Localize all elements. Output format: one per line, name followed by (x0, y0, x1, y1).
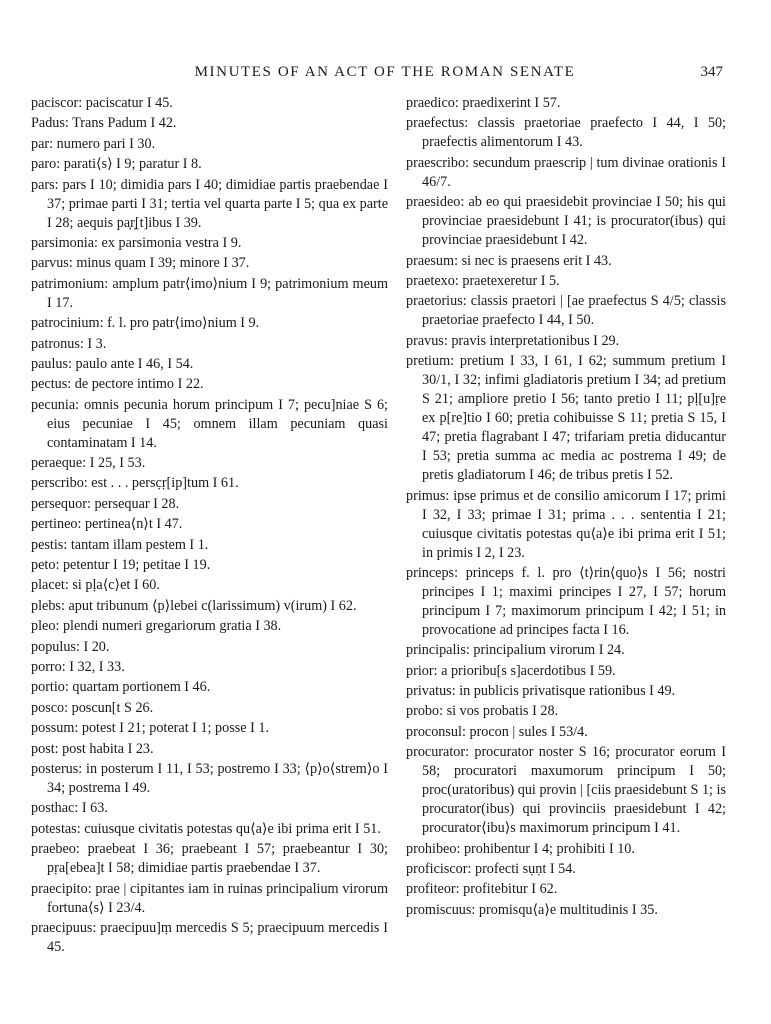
headword-separator: : (450, 353, 460, 370)
index-references: I 32, I 33. (69, 658, 125, 675)
index-references: paulo ante I 46, I 54. (75, 355, 194, 372)
index-headword: peraeque (31, 455, 83, 472)
index-references: prohibentur I 4; prohibiti I 10. (463, 840, 635, 857)
index-references: post habita I 23. (62, 740, 154, 757)
index-headword: patrimonium (31, 275, 105, 292)
headword-separator: : (78, 95, 86, 111)
headword-separator: : (67, 376, 75, 393)
index-entry (31, 658, 388, 677)
index-references: minus quam I 39; minore I 37. (76, 255, 250, 272)
index-headword: praecipito (31, 880, 88, 897)
index-references: praecipuu]ṃ mercedis S 5; praecipuum mercedis I 45. (47, 919, 388, 955)
headword-separator: : (465, 642, 474, 659)
index-entry (31, 114, 388, 133)
headword-separator: : (99, 315, 108, 332)
index-headword: pars (31, 176, 55, 193)
index-headword: posterus (31, 760, 79, 777)
index-entry (31, 840, 388, 878)
index-headword: par (31, 135, 50, 152)
index-references: promisqu⟨a⟩e multitudinis I 35. (478, 901, 658, 918)
index-entry (406, 487, 726, 563)
index-headword: procurator (406, 744, 466, 761)
headword-separator: : (64, 699, 72, 716)
index-column-left (31, 94, 388, 958)
index-entry (31, 880, 388, 918)
headword-separator: : (465, 744, 475, 761)
index-headword: prohibeo (406, 840, 457, 857)
headword-separator: : (54, 176, 63, 193)
index-headword: possum (31, 720, 75, 737)
index-references: pretium I 33, I 61, I 62; summum pretium I 30/1, I 32; infimi gladiatoris pretium I 34; ad pretium S 21; ampliore pretio I 56; tanto pretio I 11; pḷ[u]ṛe ex p[re]tio I 60; pretia cohibuisse S 11; pretia S 15, I 47; pretia flagrabant I 47; trifariam pretia diducantur I 53; pretia summa ac media ac postrema I 49; de pretis gladiatorum I 46; de tribus pretis I 52. (422, 353, 726, 484)
headword-separator: : (61, 658, 70, 675)
headword-separator: : (462, 293, 471, 310)
index-entry (31, 375, 388, 394)
index-entry (406, 154, 726, 192)
index-entry (31, 275, 388, 313)
index-headword: praetorius (406, 293, 463, 310)
index-references: in publicis privatisque rationibus I 49. (459, 683, 676, 700)
headword-separator: : (445, 487, 454, 504)
index-headword: princeps (406, 564, 455, 581)
index-headword: proconsul (406, 723, 462, 740)
index-references: cuiusque civitatis potestas qu⟨a⟩e ibi prima erit I 51. (84, 820, 381, 837)
index-headword: proficiscor (406, 861, 468, 878)
index-headword: primus (406, 487, 446, 504)
index-entry (31, 536, 388, 555)
index-headword: paciscor (31, 95, 79, 111)
running-head: MINUTES OF AN ACT OF THE ROMAN SENATE (194, 64, 576, 80)
index-entry (31, 314, 388, 333)
index-entry (31, 597, 388, 616)
headword-separator: : (87, 880, 96, 897)
index-references: pertinea⟨n⟩t I 47. (84, 516, 183, 533)
headword-separator: : (68, 255, 77, 272)
index-references: Trans Padum I 42. (72, 115, 177, 132)
index-headword: pravus (406, 332, 444, 349)
index-references: a prioribu[s s]acerdotibus I 59. (441, 662, 616, 679)
headword-separator: : (55, 618, 63, 635)
index-entry (31, 135, 388, 154)
index-references: omnis pecunia horum principum I 7; pecu]niae S 6; eius pecuniae I 45; omnem illam pecuniam quasi contaminatam I 14. (47, 396, 388, 451)
index-references: poscun[t S 26. (71, 699, 154, 716)
index-headword: posthac (31, 800, 75, 817)
index-entry (406, 662, 726, 681)
index-references: plendi numeri gregariorum gratia I 38. (62, 618, 282, 635)
index-entry (406, 743, 726, 838)
index-entry (31, 719, 388, 738)
headword-separator: : (454, 95, 463, 111)
index-entry (31, 234, 388, 253)
index-headword: pleo (31, 618, 56, 635)
headword-separator: : (56, 156, 64, 173)
index-references: pravis interpretationibus I 29. (451, 332, 620, 349)
index-references: in posterum I 11, I 53; postremo I 33; ⟨p⟩o⟨strem⟩o I 34; postrema I 49. (47, 760, 388, 796)
headword-separator: : (454, 252, 462, 269)
headword-separator: : (74, 800, 82, 817)
index-entry (31, 678, 388, 697)
index-references: I 20. (83, 638, 110, 655)
headword-separator: : (79, 335, 88, 352)
index-entry (31, 454, 388, 473)
index-headword: placet (31, 577, 65, 594)
index-entry (31, 576, 388, 595)
headword-separator: : (64, 115, 73, 132)
index-references: si nec is praesens erit I 43. (461, 252, 612, 269)
index-references: prae | cipitantes iam in ruinas principalium virorum fortuna⟨s⟩ I 23/4. (47, 880, 388, 916)
index-entry (406, 352, 726, 485)
headword-separator: : (75, 396, 85, 413)
headword-separator: : (75, 638, 84, 655)
index-entry (406, 252, 726, 271)
headword-separator: : (454, 564, 466, 581)
index-entry (406, 292, 726, 330)
index-references: secundum praescrip | tum divinae orationis I 46/7. (422, 154, 726, 190)
index-entry (406, 702, 726, 721)
index-references: potest I 21; poterat I 1; posse I 1. (81, 720, 270, 737)
index-references: praebeat I 36; praebeant I 57; praebeantur I 30; pṛa[ebea]t I 58; dimidiae partis praebendae I 37. (47, 841, 388, 877)
index-entry (31, 699, 388, 718)
headword-separator: : (443, 332, 452, 349)
index-headword: persequor (31, 495, 87, 512)
index-headword: parsimonia (31, 234, 95, 251)
index-entry (31, 254, 388, 273)
index-references: de pectore intimo I 22. (74, 376, 204, 393)
index-entry (406, 193, 726, 250)
index-references: ab eo qui praesidebit provinciae I 50; his qui provinciae praesidebunt I 41; is procurator(ibus) qui provinciae praesidebunt I 42. (422, 194, 726, 249)
headword-separator: : (60, 597, 69, 614)
index-references: si vos probatis I 28. (446, 703, 559, 720)
index-headword: Padus (31, 115, 65, 132)
index-entry (31, 556, 388, 575)
index-headword: paulus (31, 355, 69, 372)
index-headword: probo (406, 703, 440, 720)
index-entry (31, 94, 388, 113)
index-entry (31, 515, 388, 534)
index-headword: patronus (31, 335, 80, 352)
index-references: I 25, I 53. (89, 455, 146, 472)
index-references: I 63. (81, 800, 108, 817)
index-references: tantam illam pestem I 1. (70, 536, 209, 553)
index-headword: praesum (406, 252, 455, 269)
headword-separator: : (467, 861, 475, 878)
headword-separator: : (460, 194, 469, 211)
index-entry (31, 355, 388, 374)
index-headword: peto (31, 557, 56, 574)
index-headword: praescribo (406, 154, 466, 171)
index-entry (31, 396, 388, 453)
index-headword: parvus (31, 255, 69, 272)
index-entry (406, 901, 726, 920)
index-headword: pertineo (31, 516, 78, 533)
index-references: procon | sules I 53/4. (469, 723, 588, 740)
headword-separator: : (75, 841, 88, 858)
index-references: praedixerint I 57. (462, 95, 561, 111)
index-references: praetexeretur I 5. (462, 272, 560, 289)
index-headword: praedico (406, 95, 455, 111)
index-headword: pecunia (31, 396, 76, 413)
index-headword: paro (31, 156, 57, 173)
index-headword: portio (31, 679, 65, 696)
index-headword: populus (31, 638, 76, 655)
index-entry (31, 617, 388, 636)
index-entry (406, 682, 726, 701)
index-references: f. l. pro patr⟨imo⟩nium I 9. (107, 315, 260, 332)
headword-separator: : (68, 355, 76, 372)
index-entry (31, 155, 388, 174)
index-headword: promiscuus (406, 901, 472, 918)
index-references: princeps f. l. pro ⟨t⟩rin⟨quo⟩s I 56; nostri principes I 1; maximi principes I 27, I 57; horum principum I 7; maximorum principum I 42; I 51; in provocatione ad principes facta I 16. (422, 564, 726, 638)
index-headword: privatus (406, 683, 452, 700)
index-headword: pestis (31, 536, 64, 553)
index-references: est . . . persc̣ṛ[ip]tum I 61. (91, 475, 239, 492)
index-references: profitebitur I 62. (463, 881, 558, 898)
index-entry (31, 638, 388, 657)
index-references: procurator noster S 16; procurator eorum I 58; procuratori maxumorum principum I 50; proc(uratoribus) qui provin | [ciis praesidebunt S 1; is procurator(ibus) qui provinciis praesidebunt I 42; procurator⟨ibu⟩s maximorum principum I 41. (422, 744, 726, 837)
headword-separator: : (456, 840, 464, 857)
index-headword: posco (31, 699, 65, 716)
index-headword: profiteor (406, 881, 456, 898)
index-references: persequar I 28. (94, 495, 180, 512)
index-headword: pectus (31, 376, 68, 393)
index-entry (406, 332, 726, 351)
headword-separator: : (92, 919, 101, 936)
index-entry (31, 760, 388, 798)
headword-separator: : (63, 536, 71, 553)
page-number: 347 (700, 64, 723, 80)
index-headword: pretium (406, 353, 451, 370)
headword-separator: : (433, 662, 442, 679)
headword-separator: : (104, 275, 113, 292)
index-references: ipse primus et de consilio amicorum I 17; primi I 32, I 33; primae I 31; prima . . . sententia I 21; cuiusque civitatis potestas qu⟨a⟩e ibi prima erit I 51; in primis I 2, I 23. (422, 487, 726, 561)
index-entry (31, 495, 388, 514)
index-references: petentur I 19; petitae I 19. (62, 557, 211, 574)
headword-separator: : (86, 495, 95, 512)
index-headword: perscribo (31, 475, 84, 492)
index-entry (31, 919, 388, 957)
index-references: classis praetori | [ae praefectus S 4/5; classis praetoriae praefecto I 44, I 50. (422, 293, 726, 329)
index-entry (406, 840, 726, 859)
index-entry (406, 860, 726, 879)
headword-separator: : (76, 820, 85, 837)
index-headword: principalis (406, 642, 466, 659)
index-references: principalium virorum I 24. (473, 642, 625, 659)
index-headword: praefectus (406, 115, 465, 132)
headword-separator: : (471, 901, 479, 918)
index-references: si pḷa⟨c⟩et I 60. (72, 577, 160, 594)
index-entry (406, 564, 726, 640)
headword-separator: : (64, 679, 73, 696)
headword-separator: : (464, 115, 478, 132)
index-references: I 3. (87, 335, 107, 352)
index-references: aput tribunum ⟨p⟩lebei c(larissimum) v(irum) I 62. (68, 597, 357, 614)
index-references: numero pari I 30. (56, 135, 156, 152)
index-references: classis praetoriae praefecto I 44, I 50; praefectis alimentorum I 43. (422, 115, 726, 151)
index-headword: praebeo (31, 841, 76, 858)
index-headword: praetexo (406, 272, 455, 289)
headword-separator: : (454, 272, 463, 289)
index-entry (406, 723, 726, 742)
index-references: pars I 10; dimidia pars I 40; dimidiae partis praebendae I 37; primae parti I 31; tertia vel quarta parte I 5; qua ex parte I 28; aequis pa̦r̦[t]ibus I 39. (47, 176, 388, 231)
index-entry (406, 880, 726, 899)
index-entry (31, 474, 388, 493)
index-entry (31, 335, 388, 354)
headword-separator: : (82, 455, 90, 472)
index-entry (31, 820, 388, 839)
headword-separator: : (83, 475, 92, 492)
index-headword: praesideo (406, 194, 461, 211)
index-headword: potestas (31, 820, 77, 837)
headword-separator: : (461, 723, 470, 740)
headword-separator: : (49, 135, 57, 152)
index-headword: prior (406, 662, 434, 679)
index-headword: plebs (31, 597, 61, 614)
index-headword: porro (31, 658, 62, 675)
index-references: quartam portionem I 46. (72, 679, 211, 696)
headword-separator: : (465, 154, 473, 171)
headword-separator: : (455, 881, 464, 898)
headword-separator: : (94, 234, 102, 251)
index-references: paciscatur I 45. (85, 95, 173, 111)
headword-separator: : (77, 516, 85, 533)
index-entry (31, 740, 388, 759)
index-headword: praecipuus (31, 919, 93, 936)
headword-separator: : (439, 703, 447, 720)
index-entry (31, 799, 388, 818)
headword-separator: : (55, 557, 63, 574)
index-references: parati⟨s⟩ I 9; paratur I 8. (63, 156, 202, 173)
index-headword: patrocinium (31, 315, 100, 332)
index-references: profecti sụṇt I 54. (474, 861, 576, 878)
index-column-right (406, 94, 726, 921)
index-entry (406, 114, 726, 152)
index-entry (31, 176, 388, 233)
index-references: amplum patr⟨imo⟩nium I 9; patrimonium meum I 17. (47, 275, 388, 311)
index-entry (406, 641, 726, 660)
headword-separator: : (451, 683, 460, 700)
headword-separator: : (64, 577, 73, 594)
index-headword: post (31, 740, 55, 757)
headword-separator: : (54, 740, 63, 757)
headword-separator: : (78, 760, 87, 777)
index-entry (406, 94, 726, 113)
headword-separator: : (74, 720, 82, 737)
index-references: ex parsimonia vestra I 9. (101, 234, 242, 251)
index-entry (406, 272, 726, 291)
